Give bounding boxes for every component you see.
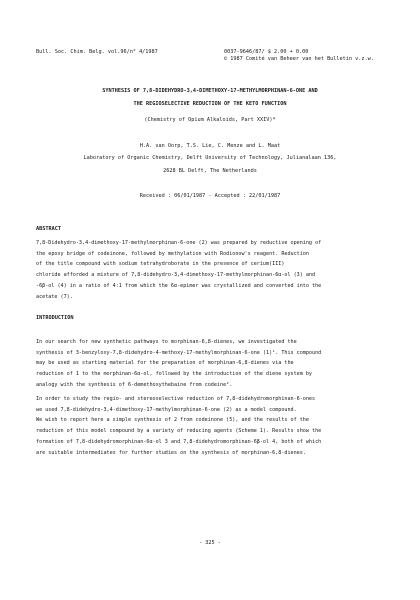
abstract-line: the epoxy bridge of codeinone, followed by methylation with Rodionow's reagent. Reduction — [36, 250, 309, 257]
copyright-notice: © 1987 Comité van Beheer van het Bulletin v.z.w. — [224, 56, 374, 62]
introduction-paragraph-2 — [36, 394, 382, 458]
intro-line: synthesis of 3-benzyloxy-7,8-didehydro-4-methoxy-17-methylmorphinan-6-one (1)¹. This compound — [36, 349, 322, 356]
received-accepted-dates: Received : 06/01/1987 - Accepted : 22/01/1987 — [139, 193, 281, 199]
abstract-line: 7,8-Didehydro-3,4-dimethoxy-17-methylmorphinan-6-one (2) was prepared by reductive opening of — [36, 240, 322, 246]
abstract-heading: ABSTRACT — [36, 226, 61, 232]
page-number: - 325 - — [199, 540, 221, 546]
authors: H.A. van Oorp, T.S. Lie, C. Menze and L. Maat — [139, 143, 281, 149]
copyright-block — [224, 49, 374, 63]
affiliation-line-2: 2628 BL Delft, The Netherlands — [163, 168, 257, 174]
intro-line: In order to study the regio- and stereoselective reduction of 7,8-didehydromorphinan-6-ones — [36, 396, 316, 402]
title-line-1: SYNTHESIS OF 7,8-DIDEHYDRO-3,4-DIMETHOXY-17-METHYLMORPHINAN-6-ONE AND — [102, 88, 318, 94]
intro-line: reduction of this model compound by a variety of reducing agents (Scheme 1). Results show the — [36, 428, 322, 435]
paper-title — [30, 88, 390, 108]
introduction-paragraph-1 — [36, 337, 382, 391]
intro-line: reduction of 1 to the morphinan-6α-ol, followed by the introduction of the diene system by — [36, 371, 313, 378]
intro-line: formation of 7,8-didehydromorphinan-6α-ol 3 and 7,8-didehydromorphinan-6β-ol 4, both of which — [36, 438, 322, 445]
abstract-line: acetate (7). — [36, 293, 73, 300]
intro-line: analogy with the synthesis of 6-demethoxythebaine from codeine². — [36, 381, 233, 388]
abstract-line: -6β-ol (4) in a ratio of 4:1 from which the 6α-epimer was crystallized and converted into the — [36, 282, 322, 289]
abstract-line: chloride afforded a mixture of 7,8-didehydro-3,4-dimethoxy-17-methylmorphinan-6α-ol (3) and — [36, 272, 316, 279]
introduction-heading: INTRODUCTION — [36, 315, 74, 321]
journal-citation: Bull. Soc. Chim. Belg. vol.96/n° 4/1987 — [36, 49, 158, 55]
intro-line: are suitable intermediates for further studies on the synthesis of morphinan-6,8-dienes. — [36, 449, 306, 456]
intro-line: we used 7,8-didehydro-3,4-dimethoxy-17-methylmorphinan-6-one (2) as a model compound. — [36, 406, 297, 413]
affiliation-line-1: Laboratory of Organic Chemistry, Delft University of Technology, Julianalaan 136, — [83, 155, 337, 161]
intro-line: may be used as starting material for the preparation of morphinan-6,8-dienes via the — [36, 360, 294, 367]
abstract-text — [36, 238, 382, 302]
title-line-2: THE REGIOSELECTIVE REDUCTION OF THE KETO FUNCTION — [133, 101, 287, 107]
intro-line: We wish to report here a simple synthesis of 2 from codeinone (5), and the results of the — [36, 417, 309, 424]
issn-code: 0037-9646/87/ $ 2.00 + 0.00 — [224, 49, 309, 55]
series-subtitle: (Chemistry of Opium Alkaloids, Part XXIV)* — [144, 117, 276, 123]
intro-line: In our search for new synthetic pathways to morphinan-6,8-dienes, we investigated the — [36, 339, 297, 345]
abstract-line: of the title compound with sodium tetrahydroborate in the presence of cerium(III) — [36, 261, 285, 268]
affiliation — [30, 155, 390, 175]
